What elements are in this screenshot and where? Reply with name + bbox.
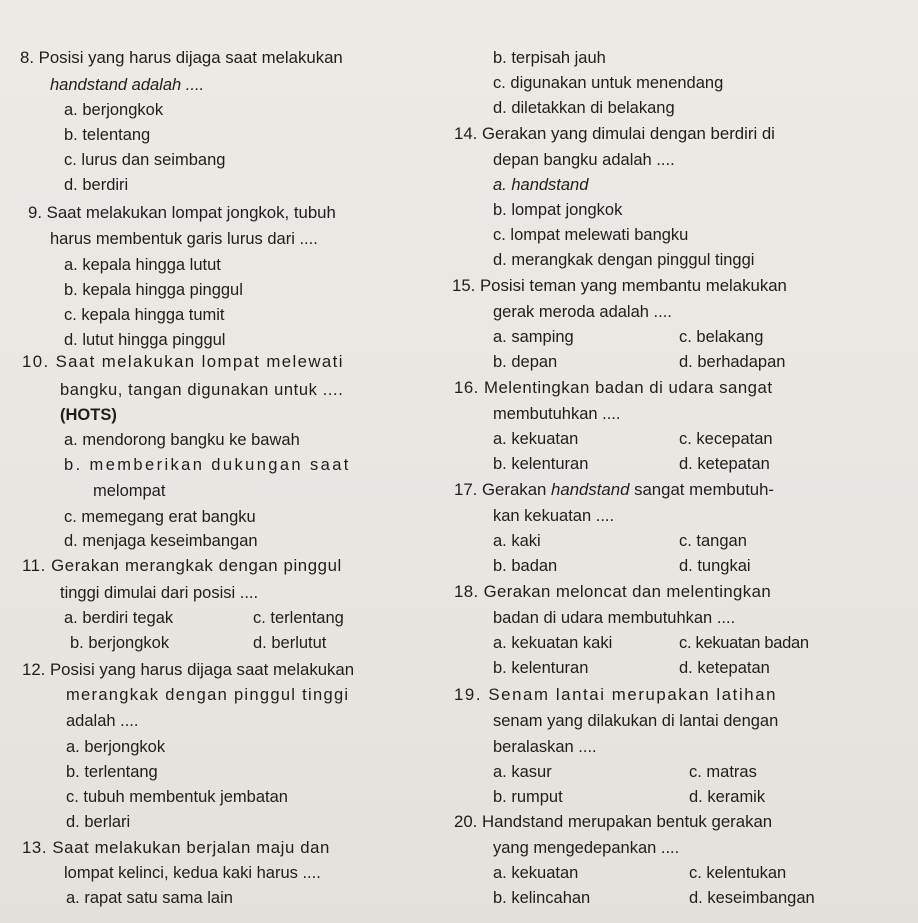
q11-option-d: d. berlutut [253,634,327,652]
q17-option-c: c. tangan [679,532,747,550]
q16-option-d: d. ketepatan [679,455,770,473]
q16-stem-line1: 16. Melentingkan badan di udara sangat [454,378,773,397]
q18-option-a: a. kekuatan kaki [493,634,613,652]
q9-stem-line2: harus membentuk garis lurus dari .... [50,230,318,248]
q17-stem-em: handstand [551,480,630,499]
q13-stem-line2: lompat kelinci, kedua kaki harus .... [64,864,321,882]
q12-option-b: b. terlentang [66,763,158,781]
q15-option-c: c. belakang [679,328,764,346]
q14-option-a-text: a. handstand [493,176,589,194]
q9-stem-line1: 9. Saat melakukan lompat jongkok, tubuh [28,203,336,222]
q8-option-d: d. berdiri [64,176,129,194]
q11-stem-line1: 11. Gerakan merangkak dengan pinggul [22,556,342,575]
q19-option-b: b. rumput [493,788,563,806]
q19-option-a: a. kasur [493,763,552,781]
q12-option-d: d. berlari [66,813,131,831]
q10-option-b: b. memberikan dukungan saat [64,456,351,474]
q17-option-d: d. tungkai [679,557,751,575]
q17-stem-line2: kan kekuatan .... [493,507,615,525]
q14-option-c: c. lompat melewati bangku [493,226,689,244]
q10-stem-line2: bangku, tangan digunakan untuk .... [60,381,344,399]
q15-option-a: a. samping [493,328,574,346]
q14-stem-line2: depan bangku adalah .... [493,151,675,169]
q19-option-c: c. matras [689,763,757,781]
q15-stem-line1: 15. Posisi teman yang membantu melakukan [452,276,787,295]
q17-stem-pre: 17. Gerakan [454,480,552,499]
q8-option-c: c. lurus dan seimbang [64,151,226,169]
q10-option-a: a. mendorong bangku ke bawah [64,431,300,449]
q8-option-a: a. berjongkok [64,101,164,119]
q11-option-c: c. terlentang [253,609,344,627]
q11-option-a: a. berdiri tegak [64,609,174,627]
q14-option-d: d. merangkak dengan pinggul tinggi [493,251,755,269]
q19-stem-line3: beralaskan .... [493,738,597,756]
q15-stem-line2: gerak meroda adalah .... [493,303,672,321]
q20-option-b: b. kelincahan [493,889,591,907]
q19-stem-line2: senam yang dilakukan di lantai dengan [493,712,779,730]
q19-option-d: d. keramik [689,788,766,806]
q12-option-a: a. berjongkok [66,738,166,756]
q20-option-a: a. kekuatan [493,864,579,882]
q15-option-b: b. depan [493,353,558,371]
q12-stem-line1: 12. Posisi yang harus dijaga saat melakukan [22,660,355,679]
q18-option-b: b. kelenturan [493,659,589,677]
q14-option-a [493,175,588,195]
q11-stem-line2: tinggi dimulai dari posisi .... [60,584,259,602]
q9-option-a: a. kepala hingga lutut [64,256,221,274]
q10-hots-tag: (HOTS) [60,406,117,424]
q16-option-b: b. kelenturan [493,455,589,473]
q8-option-b: b. telentang [64,126,151,144]
q8-stem-line1: 8. Posisi yang harus dijaga saat melakukan [20,48,343,67]
q12-stem-line3: adalah .... [66,712,139,730]
q13-option-b: b. terpisah jauh [493,49,606,67]
q12-stem-line2: merangkak dengan pinggul tinggi [66,686,350,704]
q20-stem-line1: 20. Handstand merupakan bentuk gerakan [454,812,773,831]
q13-option-a: a. rapat satu sama lain [66,889,233,907]
q16-stem-line2: membutuhkan .... [493,405,621,423]
q18-option-d: d. ketepatan [679,659,770,677]
q16-option-a: a. kekuatan [493,430,579,448]
q13-option-c: c. digunakan untuk menendang [493,74,724,92]
q18-option-c: c. kekuatan badan [679,634,809,652]
q9-option-d: d. lutut hingga pinggul [64,331,226,349]
q16-option-c: c. kecepatan [679,430,773,448]
q20-option-c: c. kelentukan [689,864,787,882]
q17-stem-post: sangat membutuh- [629,480,775,499]
q9-option-c: c. kepala hingga tumit [64,306,225,324]
q11-option-b: b. berjongkok [70,634,170,652]
q19-stem-line1: 19. Senam lantai merupakan latihan [454,685,778,704]
q20-stem-line2: yang mengedepankan .... [493,839,680,857]
q13-stem-line1: 13. Saat melakukan berjalan maju dan [22,838,330,857]
q8-stem-line2: handstand adalah .... [50,76,205,94]
q13-option-d: d. diletakkan di belakang [493,99,675,117]
q18-stem-line2: badan di udara membutuhkan .... [493,609,736,627]
q17-option-b: b. badan [493,557,558,575]
q20-option-d: d. keseimbangan [689,889,815,907]
q17-option-a: a. kaki [493,532,541,550]
q10-stem-line1: 10. Saat melakukan lompat melewati [22,352,344,371]
q18-stem-line1: 18. Gerakan meloncat dan melentingkan [454,582,772,601]
q10-option-b-cont: melompat [93,482,166,500]
q10-option-c: c. memegang erat bangku [64,508,256,526]
q12-option-c: c. tubuh membentuk jembatan [66,788,288,806]
q14-option-b: b. lompat jongkok [493,201,623,219]
q14-stem-line1: 14. Gerakan yang dimulai dengan berdiri di [454,124,775,143]
q9-option-b: b. kepala hingga pinggul [64,281,243,299]
q10-option-d: d. menjaga keseimbangan [64,532,258,550]
q17-stem-line1 [454,480,774,500]
q15-option-d: d. berhadapan [679,353,786,371]
